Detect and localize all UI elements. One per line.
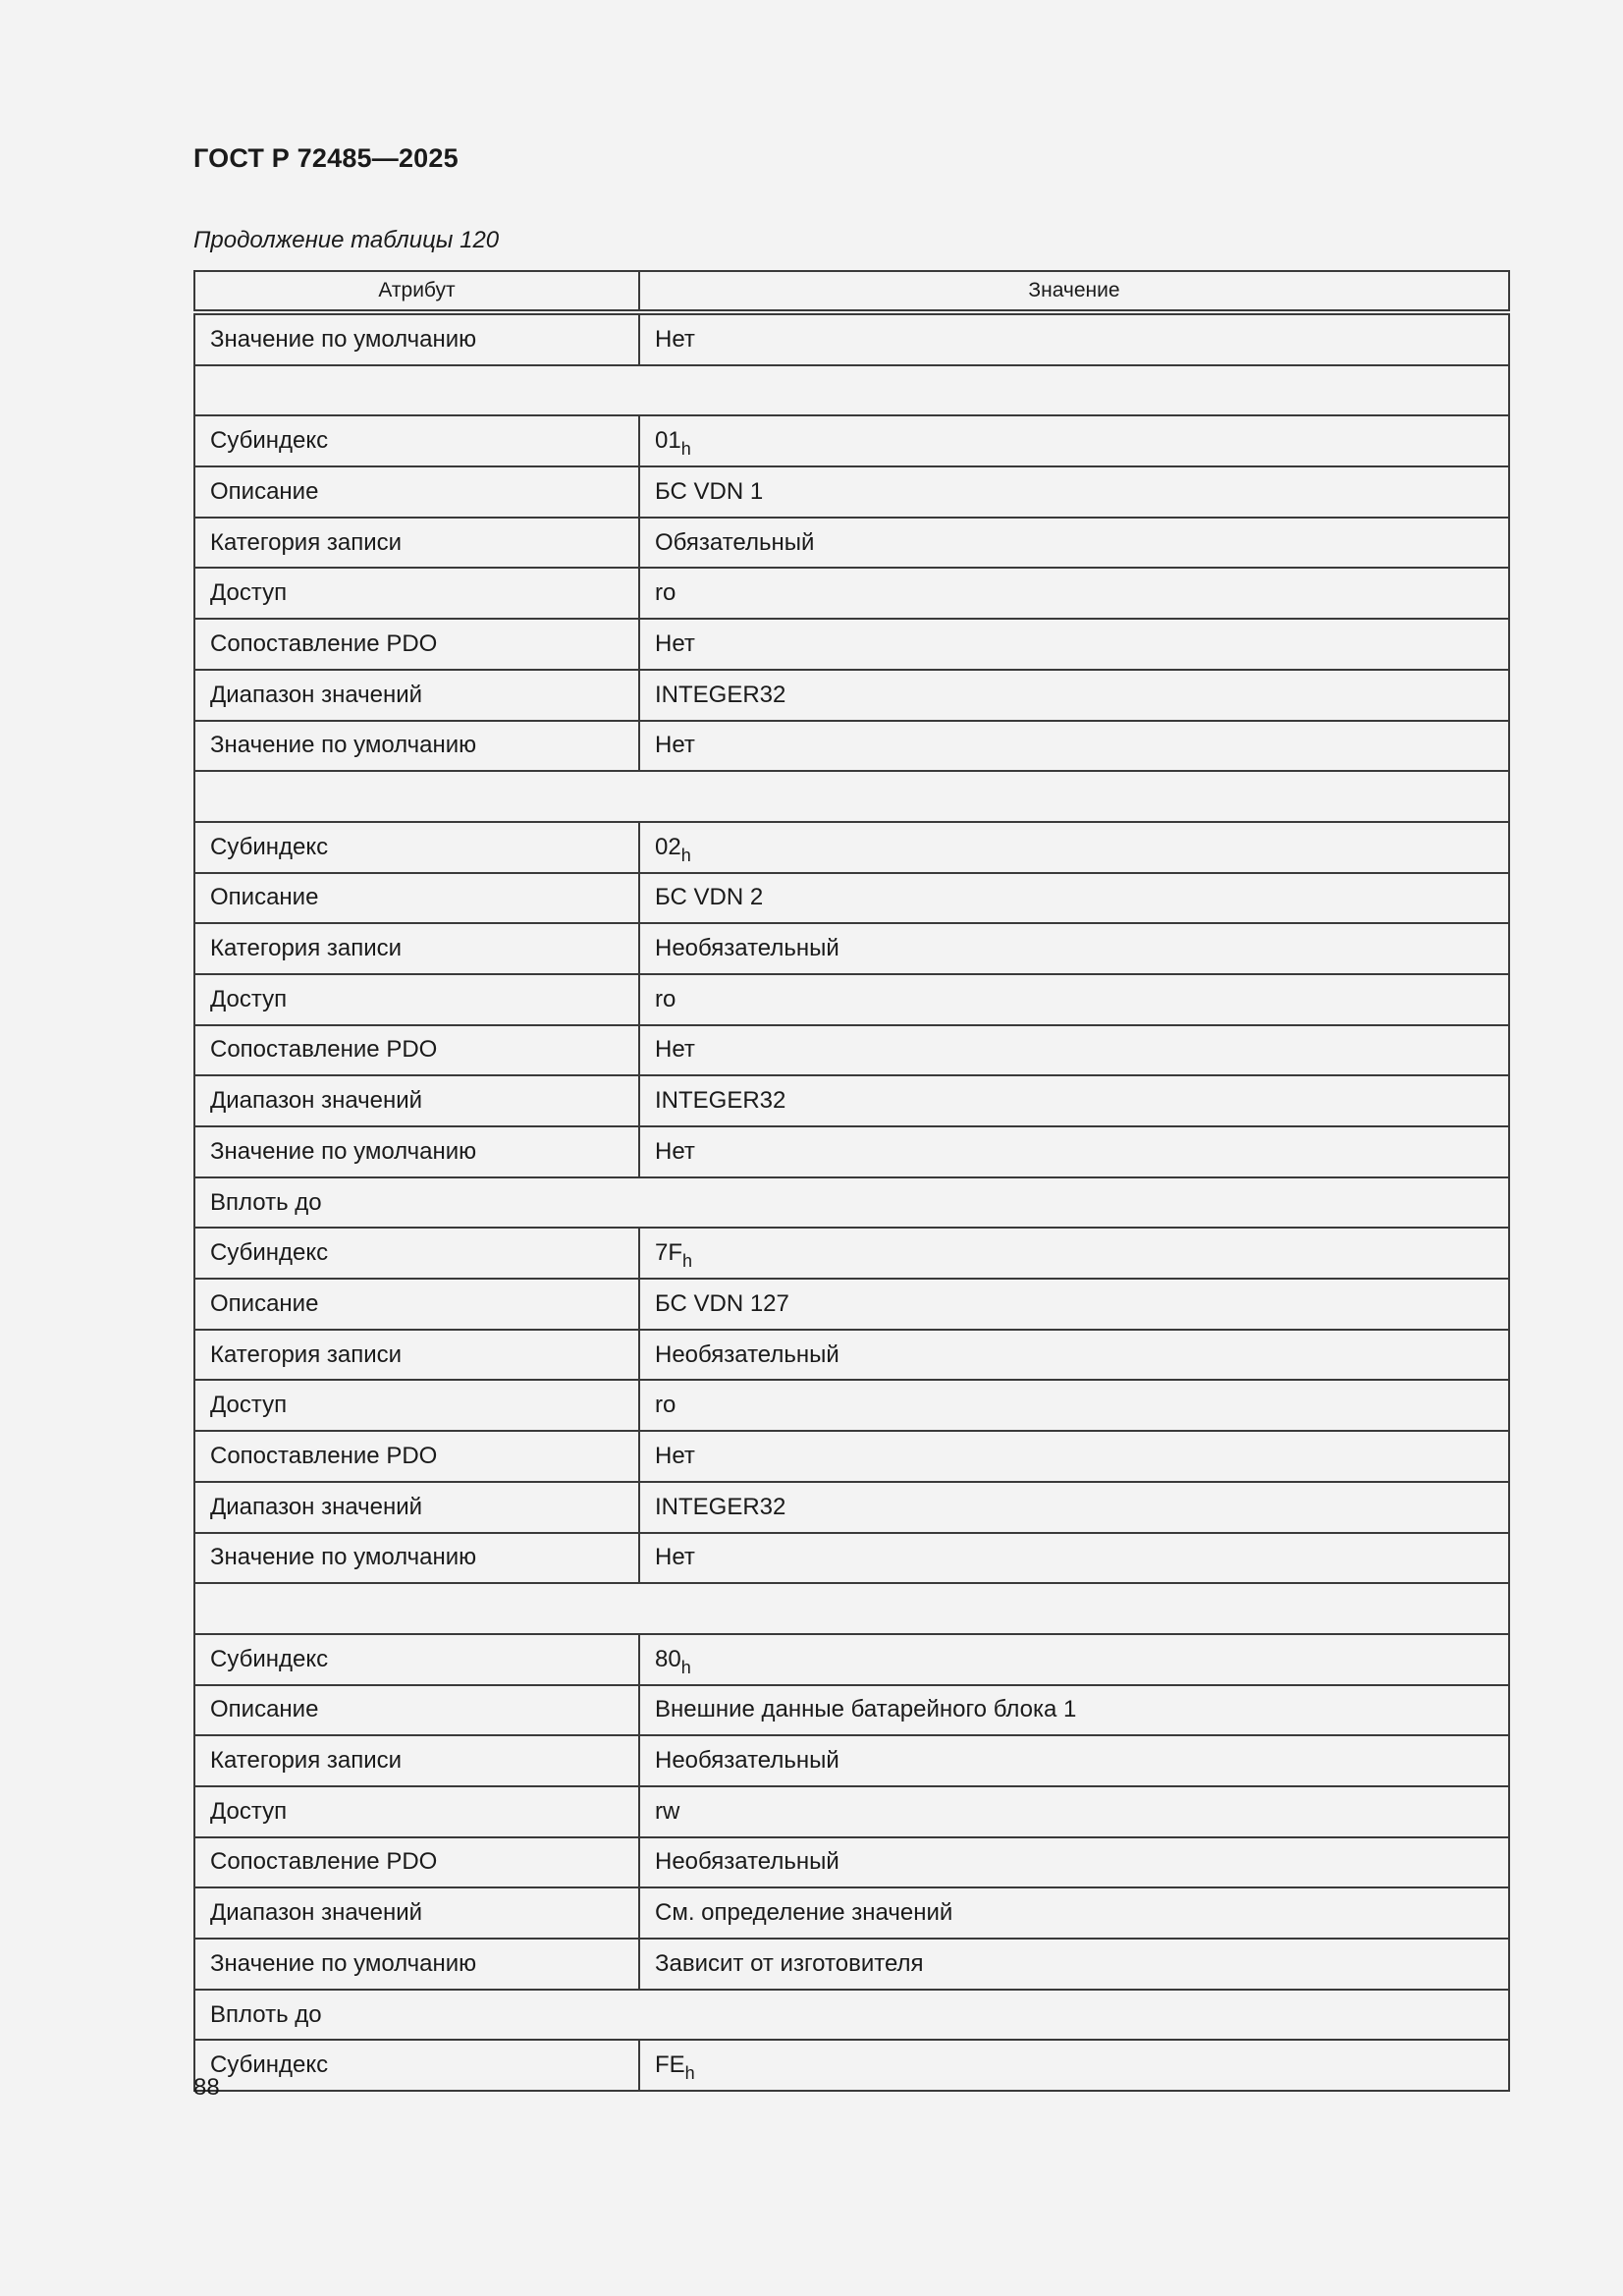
attribute-cell: Субиндекс <box>194 822 639 873</box>
value-cell <box>639 1887 1509 1939</box>
value-text: БС VDN 2 <box>655 884 764 911</box>
page-number: 88 <box>193 2074 220 2101</box>
value-text: Нет <box>655 1036 695 1064</box>
table-row <box>194 312 1509 365</box>
table-row <box>194 2040 1509 2091</box>
table-body <box>194 312 1509 2091</box>
column-header-value: Значение <box>639 271 1509 312</box>
value-text: Внешние данные батарейного блока 1 <box>655 1696 1077 1723</box>
table-section-row <box>194 1177 1509 1229</box>
value-text: INTEGER32 <box>655 681 786 708</box>
value-text: 7F <box>655 1239 683 1267</box>
attribute-cell: Описание <box>194 1685 639 1736</box>
attribute-cell: Субиндекс <box>194 1228 639 1279</box>
table-row <box>194 1939 1509 1990</box>
attribute-cell: Доступ <box>194 974 639 1025</box>
table-row <box>194 1887 1509 1939</box>
attribute-cell: Значение по умолчанию <box>194 1939 639 1990</box>
value-text: ro <box>655 579 676 607</box>
value-cell <box>639 923 1509 974</box>
attribute-cell: Субиндекс <box>194 2040 639 2091</box>
attribute-cell: Диапазон значений <box>194 1075 639 1126</box>
table-row <box>194 1279 1509 1330</box>
value-text: Нет <box>655 1137 695 1165</box>
value-text: 02 <box>655 833 681 860</box>
value-text: 01 <box>655 427 681 455</box>
attribute-cell: Категория записи <box>194 923 639 974</box>
attribute-cell: Описание <box>194 1279 639 1330</box>
value-cell <box>639 1634 1509 1685</box>
section-cell: Вплоть до <box>194 1990 1509 2041</box>
hex-suffix: h <box>682 1251 693 1272</box>
value-text: Нет <box>655 325 695 353</box>
value-cell <box>639 1939 1509 1990</box>
value-text: FE <box>655 2051 685 2079</box>
value-cell <box>639 518 1509 569</box>
attribute-cell: Доступ <box>194 1786 639 1837</box>
table-row <box>194 1228 1509 1279</box>
table-row <box>194 1075 1509 1126</box>
value-text: См. определение значений <box>655 1899 953 1927</box>
table-caption: Продолжение таблицы 120 <box>193 227 500 253</box>
attribute-cell: Субиндекс <box>194 1634 639 1685</box>
value-cell <box>639 1380 1509 1431</box>
hex-suffix: h <box>680 439 691 460</box>
value-text: Необязательный <box>655 1340 839 1368</box>
attribute-cell: Значение по умолчанию <box>194 1533 639 1584</box>
value-cell <box>639 1482 1509 1533</box>
value-cell <box>639 1431 1509 1482</box>
value-text: ro <box>655 1392 676 1419</box>
value-text: Необязательный <box>655 1848 839 1876</box>
value-cell <box>639 822 1509 873</box>
table-row <box>194 1330 1509 1381</box>
value-cell <box>639 1075 1509 1126</box>
value-cell <box>639 1025 1509 1076</box>
hex-suffix: h <box>684 2063 695 2084</box>
value-text: rw <box>655 1797 680 1825</box>
attribute-cell: Доступ <box>194 568 639 619</box>
attribute-cell: Субиндекс <box>194 415 639 466</box>
value-cell <box>639 415 1509 466</box>
attribute-cell: Доступ <box>194 1380 639 1431</box>
value-cell <box>639 1533 1509 1584</box>
value-text: Нет <box>655 629 695 657</box>
section-cell <box>194 771 1509 822</box>
value-text: ro <box>655 985 676 1012</box>
table-header-row <box>194 271 1509 312</box>
value-cell <box>639 670 1509 721</box>
table-row <box>194 721 1509 772</box>
value-cell <box>639 974 1509 1025</box>
attribute-cell: Описание <box>194 873 639 924</box>
value-text: Нет <box>655 1442 695 1469</box>
table-row <box>194 1786 1509 1837</box>
section-cell <box>194 365 1509 416</box>
attribute-cell: Категория записи <box>194 1330 639 1381</box>
table-row <box>194 1380 1509 1431</box>
attribute-table <box>193 270 1510 2092</box>
table-section-row <box>194 1990 1509 2041</box>
table-section-row <box>194 365 1509 416</box>
value-cell <box>639 2040 1509 2091</box>
value-cell <box>639 1279 1509 1330</box>
table-section-row <box>194 771 1509 822</box>
attribute-cell: Значение по умолчанию <box>194 312 639 365</box>
table-row <box>194 974 1509 1025</box>
table-row <box>194 518 1509 569</box>
table-row <box>194 619 1509 670</box>
value-cell <box>639 1837 1509 1888</box>
table-section-row <box>194 1583 1509 1634</box>
value-cell <box>639 1126 1509 1177</box>
table-row <box>194 1634 1509 1685</box>
value-cell <box>639 1330 1509 1381</box>
value-cell <box>639 568 1509 619</box>
value-text: 80 <box>655 1645 681 1672</box>
table-row <box>194 923 1509 974</box>
table-row <box>194 1431 1509 1482</box>
hex-suffix: h <box>680 845 691 865</box>
attribute-cell: Описание <box>194 466 639 518</box>
value-cell <box>639 312 1509 365</box>
value-cell <box>639 1228 1509 1279</box>
attribute-cell: Сопоставление PDO <box>194 1431 639 1482</box>
table-row <box>194 1685 1509 1736</box>
section-cell: Вплоть до <box>194 1177 1509 1229</box>
attribute-cell: Сопоставление PDO <box>194 1837 639 1888</box>
value-text: Необязательный <box>655 1747 839 1775</box>
table-row <box>194 822 1509 873</box>
table-row <box>194 1533 1509 1584</box>
table-row <box>194 1837 1509 1888</box>
value-cell <box>639 466 1509 518</box>
attribute-cell: Сопоставление PDO <box>194 619 639 670</box>
attribute-cell: Значение по умолчанию <box>194 1126 639 1177</box>
value-cell <box>639 619 1509 670</box>
value-text: Зависит от изготовителя <box>655 1949 924 1977</box>
table-row <box>194 466 1509 518</box>
value-text: Обязательный <box>655 528 815 556</box>
value-cell <box>639 721 1509 772</box>
value-text: БС VDN 1 <box>655 477 764 505</box>
value-cell <box>639 1685 1509 1736</box>
table-row <box>194 670 1509 721</box>
value-cell <box>639 873 1509 924</box>
section-cell <box>194 1583 1509 1634</box>
table-row <box>194 873 1509 924</box>
value-text: INTEGER32 <box>655 1493 786 1520</box>
value-cell <box>639 1786 1509 1837</box>
table-row <box>194 1126 1509 1177</box>
table-row <box>194 1025 1509 1076</box>
table-row <box>194 415 1509 466</box>
table-row <box>194 1735 1509 1786</box>
attribute-cell: Сопоставление PDO <box>194 1025 639 1076</box>
attribute-cell: Диапазон значений <box>194 1482 639 1533</box>
attribute-cell: Категория записи <box>194 1735 639 1786</box>
table-row <box>194 1482 1509 1533</box>
document-header: ГОСТ Р 72485—2025 <box>193 143 459 173</box>
attribute-cell: Диапазон значений <box>194 670 639 721</box>
attribute-cell: Диапазон значений <box>194 1887 639 1939</box>
value-text: Нет <box>655 732 695 759</box>
value-cell <box>639 1735 1509 1786</box>
attribute-cell: Значение по умолчанию <box>194 721 639 772</box>
value-text: INTEGER32 <box>655 1087 786 1115</box>
table-row <box>194 568 1509 619</box>
value-text: Нет <box>655 1544 695 1571</box>
hex-suffix: h <box>680 1657 691 1677</box>
value-text: БС VDN 127 <box>655 1289 789 1317</box>
value-text: Необязательный <box>655 935 839 962</box>
attribute-cell: Категория записи <box>194 518 639 569</box>
column-header-attribute: Атрибут <box>194 271 639 312</box>
